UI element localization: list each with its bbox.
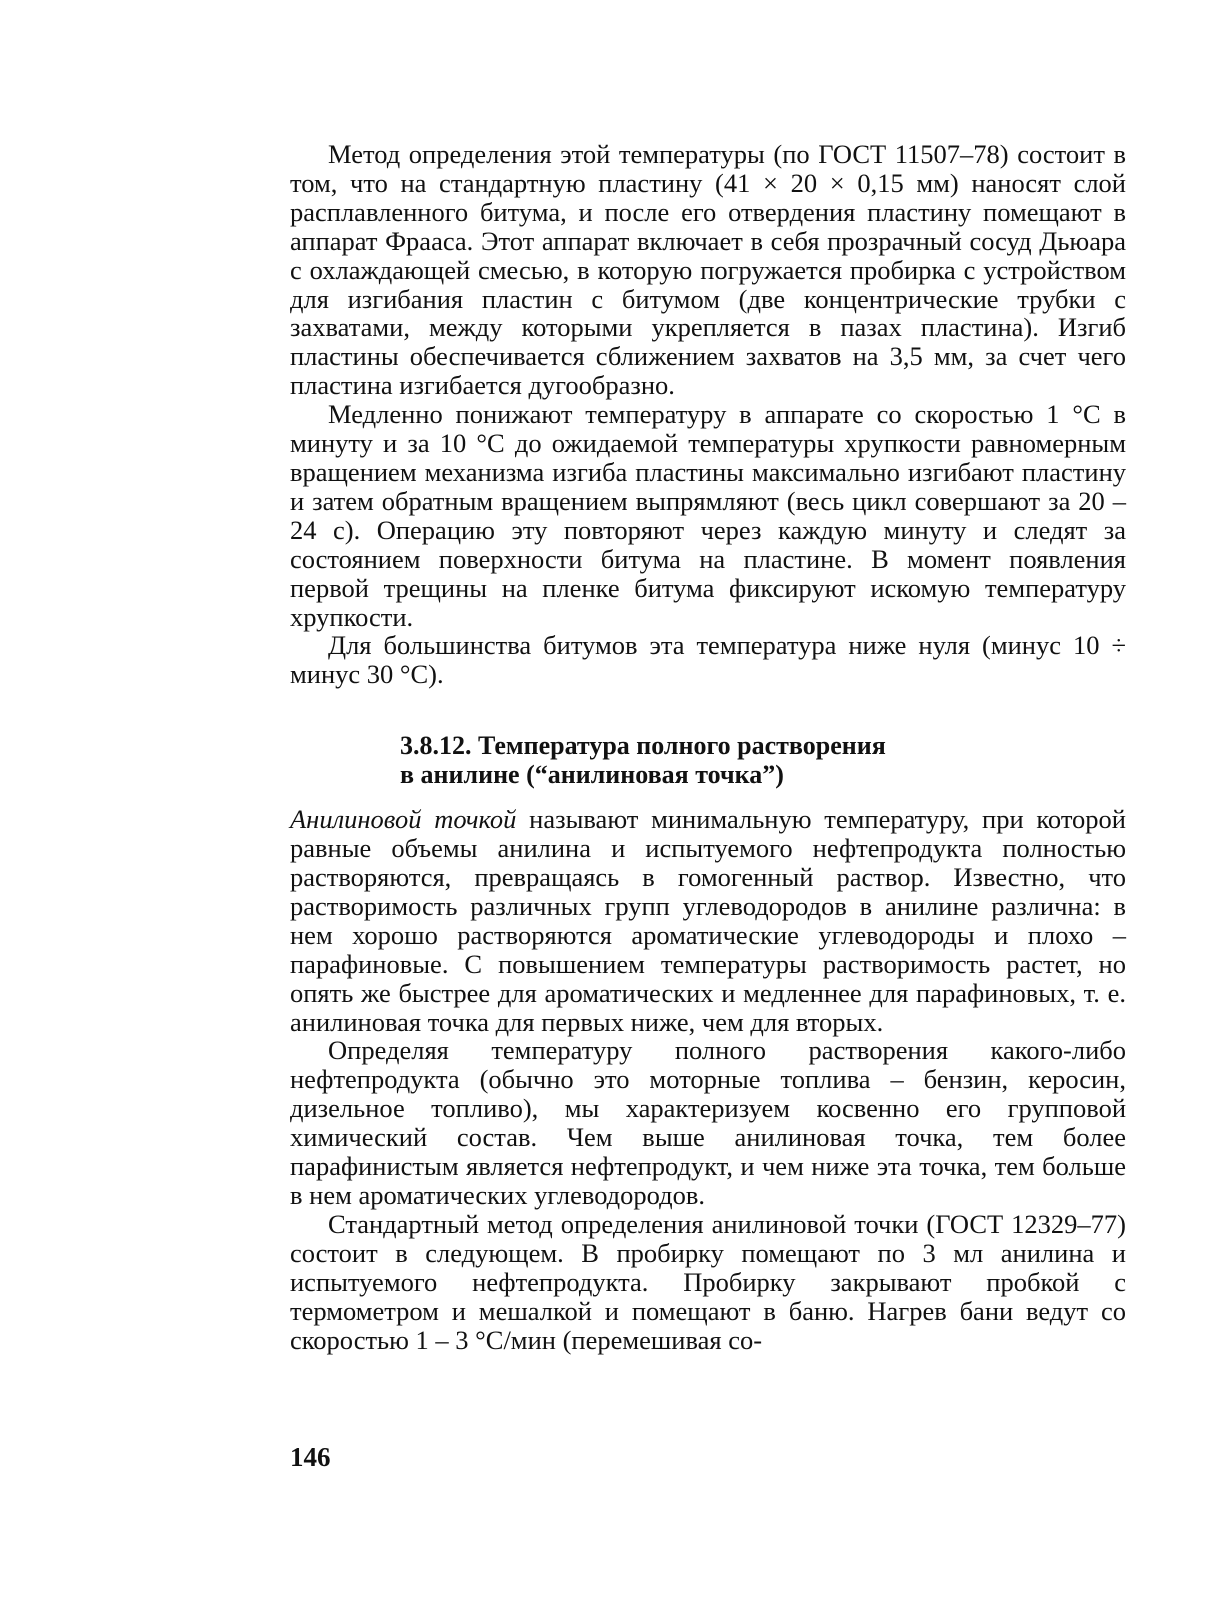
page-number: 146 (290, 1442, 331, 1472)
section-heading-line1: 3.8.12. Температура полного растворения (400, 731, 886, 761)
paragraph-aniline-point-definition (290, 805, 1126, 1036)
term-aniline-point: Анилиновой точкой (290, 804, 517, 835)
section-heading (400, 732, 1126, 789)
definition-text: называют минимальную температуру, при которой равные объемы анилина и испытуемого нефтепродукта полностью растворяются, превращаясь в гомогенный раствор. Известно, что растворимость различных групп углеводородов в анилине различна: в нем хорошо растворяются ароматические углеводороды и плохо – парафиновые. С повышением температуры растворимость растет, но опять же быстрее для ароматических и медленнее для парафиновых, т. е. анилиновая точка для первых ниже, чем для вторых. (290, 804, 1126, 1037)
section-heading-line2: в анилине (“анилиновая точка”) (400, 759, 784, 789)
paragraph-group-composition: Определяя температуру полного растворения какого-либо нефтепродукта (обычно это моторные топлива – бензин, керосин, дизельное топливо), мы характеризуем косвенно его групповой химический состав. Чем выше анилиновая точка, тем более парафинистым является нефтепродукт, и чем ниже эта точка, тем больше в нем ароматических углеводородов. (290, 1035, 1126, 1210)
paragraph-standard-method: Стандартный метод определения анилиновой точки (ГОСТ 12329–77) состоит в следующем. В пробирку помещают по 3 мл анилина и испытуемого нефтепродукта. Пробирку закрывают пробкой с термометром и мешалкой и помещают в баню. Нагрев бани ведут со скоростью 1 – 3 °С/мин (перемешивая со- (290, 1208, 1126, 1355)
paragraph-cooling-procedure: Медленно понижают температуру в аппарате со скоростью 1 °С в минуту и за 10 °С до ожидаемой температуры хрупкости равномерным вращением механизма изгиба пластины максимально изгибают пластину и затем обратным вращением выпрямляют (весь цикл совершают за 20 – 24 с). Операцию эту повторяют через каждую минуту и следят за состоянием поверхности битума на пластине. В момент появления первой трещины на пленке битума фиксируют искомую температуру хрупкости. (290, 399, 1126, 632)
paragraph-fraas-method: Метод определения этой температуры (по ГОСТ 11507–78) состоит в том, что на стандартную пластину (41 × 20 × 0,15 мм) наносят слой расплавленного битума, и после его отвердения пластину помещают в аппарат Фрааса. Этот аппарат включает в себя прозрачный сосуд Дьюара с охлаждающей смесью, в которую погружается пробирка с устройством для изгибания пластин с битумом (две концентрические трубки с захватами, между которыми укрепляется в пазах пластина). Изгиб пластины обеспечивается сближением захватов на 3,5 мм, за счет чего пластина изгибается дугообразно. (290, 139, 1126, 401)
page-body (290, 140, 1126, 1354)
paragraph-bitumen-temperature: Для большинства битумов эта температура ниже нуля (минус 10 ÷ минус 30 °С). (290, 630, 1126, 690)
